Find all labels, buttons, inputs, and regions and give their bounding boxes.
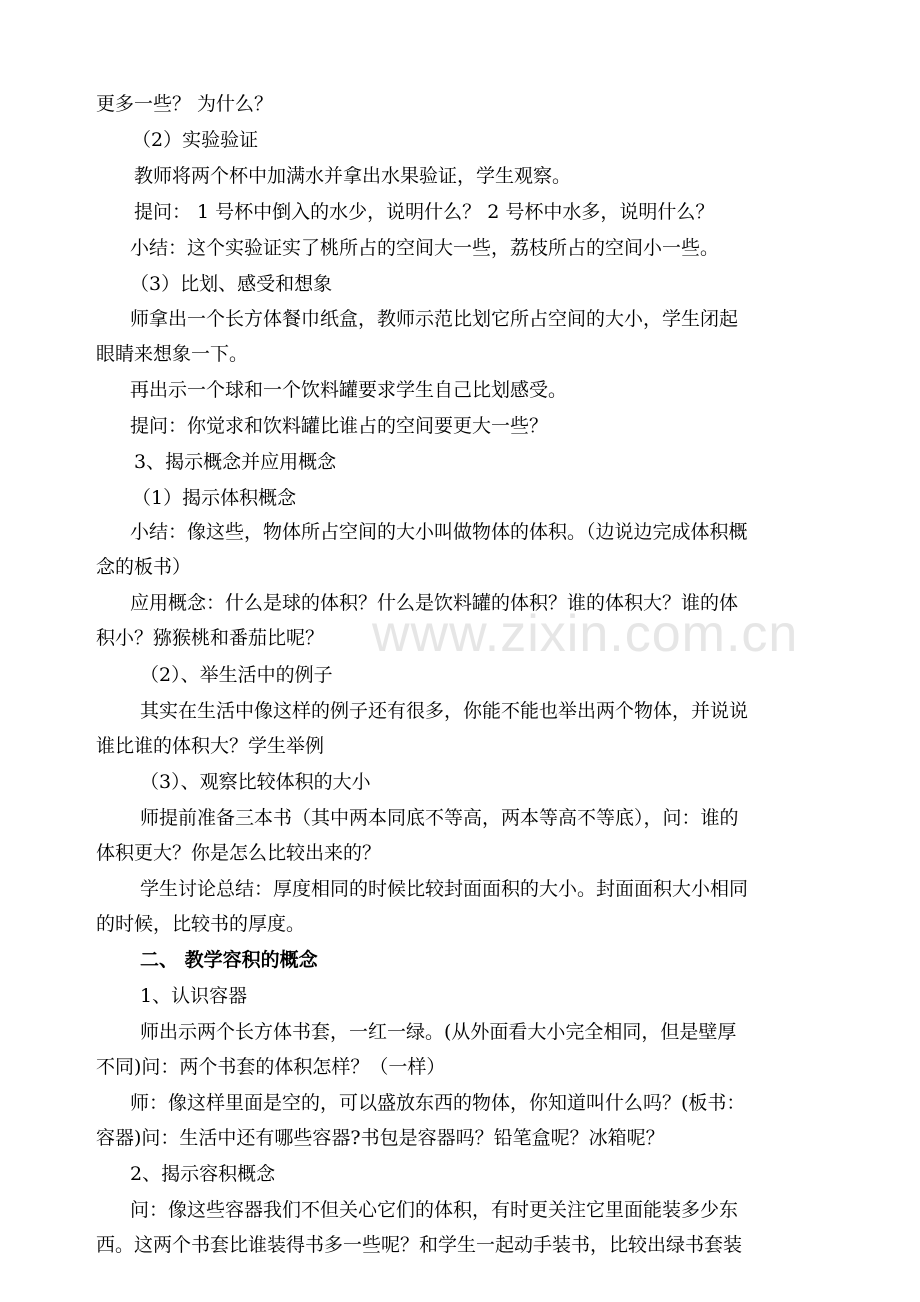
text-line: 念的板书） (96, 556, 192, 578)
text-line: 其实在生活中像这样的例子还有很多，你能不能也举出两个物体，并说说 (140, 700, 749, 722)
section-heading: （3）比划、感受和想象 (130, 273, 333, 295)
watermark: www.zixin.com.cn (372, 605, 799, 663)
text-line: 谁比谁的体积大？学生举例 (96, 735, 325, 757)
text-line: 的时候，比较书的厚度。 (96, 913, 306, 935)
text-line: 眼睛来想象一下。 (96, 343, 249, 365)
text-line: 西。这两个书套比谁装得书多一些呢？和学生一起动手装书，比较出绿书套装 (96, 1234, 743, 1256)
section-heading: 2、揭示容积概念 (130, 1163, 276, 1185)
text-line: 应用概念：什么是球的体积？什么是饮料罐的体积？谁的体积大？谁的体 (130, 592, 739, 614)
text-line: 提问： 1 号杯中倒入的水少，说明什么？ 2 号杯中水多，说明什么？ (134, 201, 715, 223)
text-line: 师：像这样里面是空的，可以盛放东西的物体，你知道叫什么吗？(板书： (130, 1092, 746, 1114)
section-heading: （3）、观察比较体积的大小 (140, 771, 371, 793)
section-heading: （1）揭示体积概念 (132, 487, 297, 509)
text-line: 不同)问：两个书套的体积怎样？（一样） (96, 1056, 446, 1078)
text-line: 学生讨论总结：厚度相同的时候比较封面面积的大小。封面面积大小相同 (140, 878, 749, 900)
text-line: 再出示一个球和一个饮料罐要求学生自己比划感受。 (130, 379, 568, 401)
text-line: 更多一些？ 为什么？ (96, 93, 274, 115)
text-line: 容器)问：生活中还有哪些容器?书包是容器吗？铅笔盒呢？冰箱呢？ (96, 1127, 665, 1149)
text-line: 问：像这些容器我们不但关心它们的体积，有时更关注它里面能装多少东 (130, 1199, 739, 1221)
text-line: 提问：你觉求和饮料罐比谁占的空间要更大一些？ (130, 415, 549, 437)
text-line: 体积更大？你是怎么比较出来的？ (96, 842, 382, 864)
text-line: 师出示两个长方体书套，一红一绿。(从外面看大小完全相同，但是壁厚 (140, 1021, 737, 1043)
text-line: 积小？猕猴桃和番茄比呢？ (96, 627, 325, 649)
section-heading: 1、认识容器 (140, 985, 248, 1007)
chapter-heading: 二、 教学容积的概念 (140, 949, 318, 971)
text-line: 小结：这个实验证实了桃所占的空间大一些，荔枝所占的空间小一些。 (130, 237, 720, 259)
section-heading: 3、揭示概念并应用概念 (134, 451, 337, 473)
text-line: 小结：像这些，物体所占空间的大小叫做物体的体积。（边说边完成体积概 (130, 521, 748, 543)
section-heading: （2）实验验证 (132, 129, 259, 151)
section-heading: （2）、举生活中的例子 (140, 664, 333, 686)
text-line: 师提前准备三本书（其中两本同底不等高，两本等高不等底），问：谁的 (140, 807, 739, 829)
text-line: 教师将两个杯中加满水并拿出水果验证，学生观察。 (134, 165, 572, 187)
text-line: 师拿出一个长方体餐巾纸盒，教师示范比划它所占空间的大小，学生闭起 (130, 308, 739, 330)
